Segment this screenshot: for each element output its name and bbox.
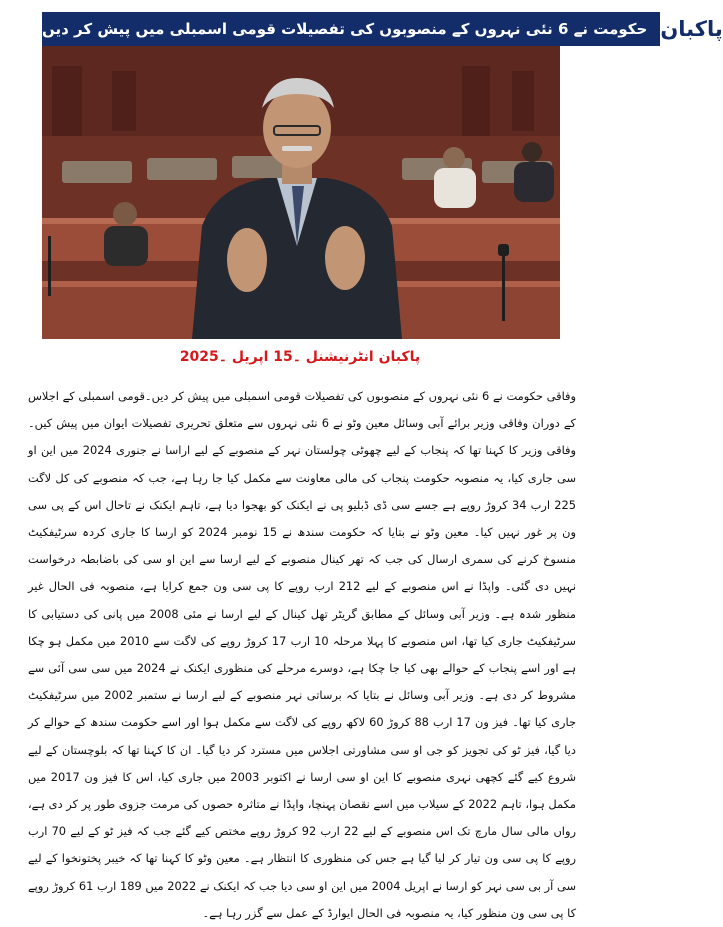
article-paragraph: وفاقی حکومت نے 6 نئی نہروں کے منصوبوں کی تفصیلات قومی اسمبلی میں پیش کر دیں۔قومی اسمبلی کے اجلاس کے دوران وفاقی وزیر برائے آبی وسائل معین وٹو نے 6 نئی نہروں سے متعلق تحریری تفصیلات ایوان میں پیش کیں۔ وفاقی وزیر کا کہنا تھا کہ پنجاب کے لیے چھوٹی چولستان نہر کے منصوبے کے لیے اراسا نے جنوری 2024 میں این او سی جاری کیا، یہ منصوبہ حکومت پنجاب کی مالی معاونت سے مکمل کیا جا رہا ہے، جب کہ منصوبے کی کل لاگت 225 ارب 34 کروڑ روپے ہے جسے سی ڈی ڈبلیو پی نے ایکنک کو بھجوا دیا ہے، تاہم ایکنک نے تاحال اس کے پی سی ون پر غور نہیں کیا۔ معین وٹو نے بتایا کہ حکومت سندھ نے 15 نومبر 2024 کو ارسا کا جاری کردہ سرٹیفکیٹ منسوخ کرنے کی سمری ارسال کی جب کہ تھر کینال منصوبے کے لیے ارسا سے این او سی کی باضابطہ درخواست نہیں دی گئی۔ واپڈا نے اس منصوبے کے لیے 212 ارب روپے کا پی سی ون جمع کرایا ہے، منصوبہ فی الحال غیر منظور شدہ ہے۔ وزیر آبی وسائل کے مطابق گریٹر تھل کینال کے لیے ارسا نے مئی 2008 میں پانی کی دستیابی کا سرٹیفکیٹ جاری کیا تھا، اس منصوبے کا پہلا مرحلہ 10 ارب 17 کروڑ روپے کی لاگت سے 2010 میں مکمل ہو چکا ہے اور اسے پنجاب کے حوالے بھی کیا جا چکا ہے، دوسرے مرحلے کی منظوری ایکنک نے 2024 میں سی سی آئی سے مشروط کر دی ہے۔ وزیر آبی وسائل نے بتایا کہ برساتی نہر منصوبے کے لیے ارسا نے ستمبر 2002 میں سرٹیفکیٹ جاری کیا تھا۔ فیز ون 17 ارب 88 کروڑ 60 لاکھ روپے کی لاگت سے مکمل ہوا اور اسے حکومت سندھ کے حوالے کر دیا گیا، فیز ٹو کی تجویز کو جی او سی مشاورتی اجلاس میں مسترد کر دیا گیا۔ ان کا کہنا تھا کہ بلوچستان کے لیے شروع کیے گئے کچھی نہری منصوبے کا این او سی ارسا نے اکتوبر 2003 میں جاری کیا، اس کا فیز ون 2017 میں مکمل ہوا، تاہم 2022 کے سیلاب میں اسے نقصان پہنچا، واپڈا نے متاثرہ حصوں کی مرمت جزوی طور پر کر دی ہے، رواں مالی سال مارچ تک اس منصوبے کے لیے 22 ارب 92 کروڑ روپے مختص کیے گئے جب کہ فیز ٹو کے لیے 70 ارب روپے کا پی سی ون تیار کر لیا گیا ہے جس کی منظوری کا انتظار ہے۔ معین وٹو کا کہنا تھا کہ خیبر پختونخوا کے لیے سی آر بی سی نہر کو ارسا نے اپریل 2004 میں این او سی دیا جب کہ ایکنک نے 2022 میں 189 ارب 61 کروڑ روپے کا پی سی ون منظور کیا، یہ منصوبہ فی الحال ایوارڈ کے عمل سے گزر رہا ہے۔ (28, 389, 577, 920)
headline: حکومت نے 6 نئی نہروں کے منصوبوں کی تفصیلات قومی اسمبلی میں پیش کر دیں (42, 12, 657, 46)
header-banner (42, 12, 723, 46)
news-photo (42, 46, 560, 339)
assembly-speaker-illustration (42, 46, 560, 339)
dateline: پاکبان انٹرنیشنل ۔15 اپریل ۔2025 (179, 349, 421, 365)
brand-logo: پاکبان (657, 12, 722, 46)
article-body (28, 383, 577, 920)
